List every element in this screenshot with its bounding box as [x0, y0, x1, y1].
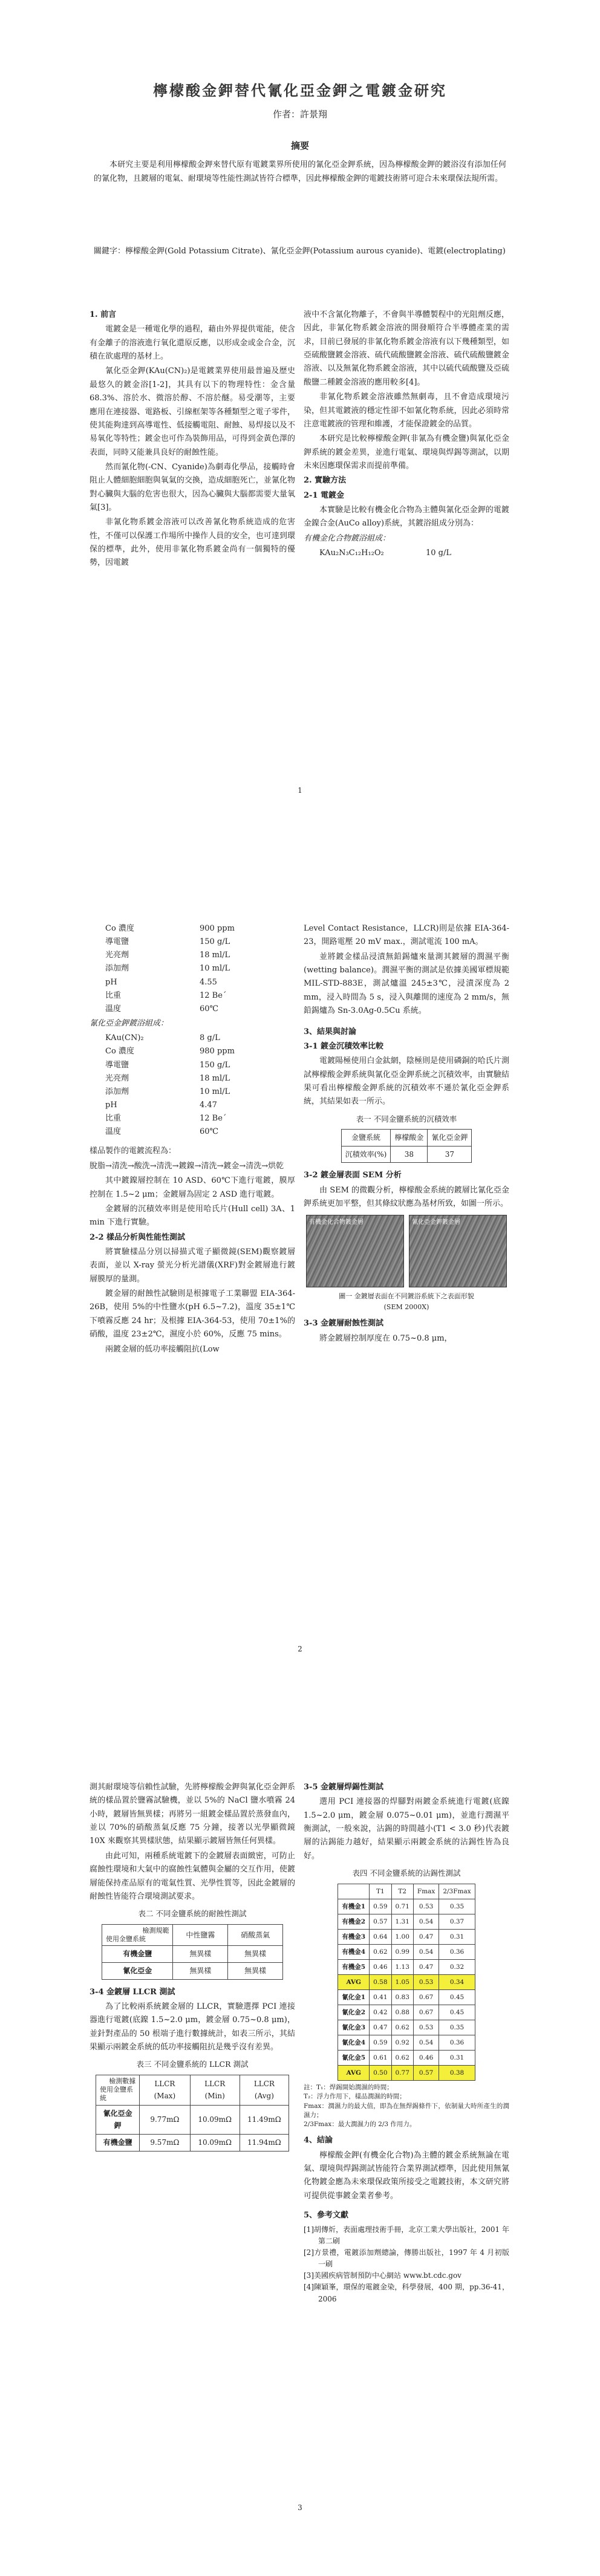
note-line: 註：T₁：焊錫開始潤濕的時間； [304, 2084, 393, 2092]
paragraph: 本研究是比較檸檬酸金鉀(非氰為有機金鹽)與氰化亞金鉀系統的鍍金差異，並進行電氣、環境與焊錫等測試，以期未來因應環保需求而提前準備。 [304, 434, 509, 470]
page3-right-column [304, 1781, 509, 2305]
table-row [338, 1959, 475, 1974]
paragraph: 非氰化物系鍍金溶液可以改善氰化物系統造成的危害性，不僅可以保護工作場所中操作人員的安全，也可達到環保的標準，此外，使用非氰化物系鍍金尚有一個獨特的優勢，因電鍍 [90, 518, 295, 568]
bath-row [90, 935, 238, 949]
table-cell: 11.49mΩ [240, 2105, 289, 2134]
bath-row [90, 949, 238, 962]
page1-left-column [90, 308, 295, 571]
table-cell: 10.09mΩ [190, 2105, 240, 2134]
table-header: 硝酸蒸氣 [228, 1924, 283, 1946]
table-cell: 0.35 [439, 1899, 475, 1914]
paragraph: 檸檬酸金鉀(有機金化合物)為主體的鍍金系統無論在電氣、環境與焊錫測試皆能符合業界測試標準，因此使用無氰化物鍍金應為未來環保政策所接受之電鍍技術，本文研究將可提供從事鍍金業者參考。 [304, 2150, 509, 2200]
table-row-label: 氰化金5 [338, 2051, 370, 2066]
bath-item-name: KAu(CN)₂ [105, 1033, 144, 1043]
table-cell: 37 [428, 1146, 472, 1163]
paragraph: 測其耐環境等信賴性試驗，先將檸檬酸金鉀與氰化亞金鉀系統的樣品置於鹽霧試驗機，並以 5%的 NaCl 鹽水噴霧 24 小時，鍍層皆無異樣；再將另一組鍍金樣品置於蒸發血內，並以 70%的硝酸蒸氣反應 75 分鐘，接著以光學顯微鏡 10X 來觀察其異樣狀態，結果顯示鍍層皆無任何異樣。 [90, 1783, 295, 1846]
table-notes [304, 2083, 509, 2129]
table-cell: 無異樣 [173, 1946, 228, 1963]
table-row-label: 有機金鹽 [96, 2135, 140, 2152]
table-cell: 0.62 [391, 2020, 413, 2035]
reference-item: [4]陳穎峯，環保的電鍍金染，科學發展，400 期，pp.36-41，2006 [304, 2283, 509, 2303]
bath-row [90, 989, 238, 1003]
table-header: T1 [370, 1884, 391, 1899]
bath-item-name: 添加劑 [105, 1087, 129, 1096]
bath-item-name: 溫度 [105, 1004, 122, 1013]
sem-figure [304, 1215, 509, 1287]
bath-title: 氰化亞金鉀鍍浴組成： [90, 1018, 169, 1028]
sem-label: 氰化亞金鉀鍍金層 [412, 1218, 460, 1226]
subsection-heading: 2-1 電鍍金 [304, 490, 345, 500]
deposition-efficiency-table [341, 1129, 472, 1163]
paragraph: 然而氰化物(-CN、Cyanide)為劇毒化學品，接觸時會阻止人體細胞細胞與氧氣的交換，造成細胞死亡，並氰化物對心臟與大腦的危害也很大，因為心臟與大腦都需要大量氧氣[3]。 [90, 462, 295, 513]
table-row [338, 2051, 475, 2066]
table-cell: 0.46 [370, 1959, 391, 1974]
table-cell: 1.31 [391, 1914, 413, 1929]
flow-label: 樣品製作的電鍍流程為： [90, 1147, 177, 1156]
table-cell: 0.36 [439, 2035, 475, 2051]
table-cell: 0.35 [439, 2020, 475, 2035]
bath-item-name: pH [105, 977, 117, 987]
table-row [338, 2020, 475, 2035]
note-line: 2/3Fmax：最大潤濕力的 2/3 作用力。 [304, 2121, 416, 2129]
table-row-label: 有機金2 [338, 1914, 370, 1929]
paragraph: 金鍍層的沉積效率則是使用哈氏片(Hull cell) 3A、1 min 下進行實驗。 [90, 1204, 295, 1228]
bath-item-name: 添加劑 [105, 964, 129, 974]
bath-row [90, 1003, 238, 1016]
reference-item: [2]方景禮，電鍍添加劑總論，傳勝出版社，1997 年 4 月初版一刷 [304, 2248, 509, 2269]
bath-item-name: 導電鹽 [105, 1060, 129, 1070]
table-row [338, 1974, 475, 1989]
page-number: 3 [298, 2503, 302, 2512]
reference-list [304, 2224, 509, 2305]
paragraph: 電鍍金是一種電化學的過程，藉由外界提供電能，使含有金離子的溶液進行氧化還原反應，以形成金或金合金，沉積在欲處理的基材上。 [90, 325, 295, 362]
bath-item-name: 比重 [105, 990, 122, 1000]
reference-item: [1]胡傳炘，表面處理技術手冊，北京工業大學出版社，2001 年第二刷 [304, 2225, 509, 2245]
table-row [338, 1989, 475, 2005]
paragraph: 將實驗樣品分別以掃描式電子顯微鏡(SEM)觀察鍍層表面，並以 X-ray 螢光分析光譜儀(XRF)對金鍍層進行鍍層膜厚的量測。 [90, 1247, 295, 1284]
subsection-heading: 3-4 金鍍層 LLCR 測試 [90, 1987, 175, 1997]
bath-item-value: 150 g/L [200, 937, 230, 947]
figure-caption-sub: (SEM 2000X) [383, 1303, 429, 1312]
table-cell: 0.41 [370, 1989, 391, 2005]
table-header: 氰化亞金鉀 [428, 1130, 472, 1147]
table-cell: 0.59 [370, 2035, 391, 2051]
table-cell: 0.67 [413, 2005, 439, 2020]
table-cell: 0.58 [370, 1974, 391, 1989]
paragraph: 其中鍍鎳層控制在 10 ASD、60℃下進行電鍍，膜厚控制在 1.5~2 μm；金鍍層為固定 2 ASD 進行電鍍。 [90, 1176, 295, 1199]
table-cell: 0.31 [439, 1929, 475, 1944]
bath-row [90, 1032, 238, 1045]
table-cell: 0.38 [439, 2066, 475, 2081]
paragraph: 氰化亞金鉀(KAu(CN)₂)是電鍍業界使用最普遍及歷史最悠久的鍍金浴[1-2]，其具有以下的物理特性：金含量 68.3%、溶於水、微溶於醇、不溶於醚。易受潮等，主要應用在連接器、電路板、引線框架等各種類型之電子零件，使其能夠達到高導電性、低接觸電阻、耐蝕、易焊接以及不易氧化等特性；鍍金也可作為裝飾用品，可得到金黃色澤的表面，同時又能兼具良好的耐蝕性能。 [90, 366, 295, 457]
table-cell: 無異樣 [173, 1962, 228, 1979]
bath-row [90, 1045, 238, 1058]
corner-top: 檢測數據 [109, 2077, 136, 2085]
bath-item-value: 60℃ [200, 1127, 219, 1137]
table-row-label: 有機金1 [338, 1899, 370, 1914]
table-cell: 0.47 [413, 1929, 439, 1944]
process-flow: 脫脂→清洗→酸洗→清洗→鍍鎳→清洗→鍍金→清洗→烘乾 [90, 1161, 284, 1171]
bath2-table [90, 1032, 238, 1139]
abstract-text: 本研究主要是利用檸檬酸金鉀來替代原有電鍍業界所使用的氰化亞金鉀系統，因為檸檬酸金鉀的鍍浴沒有添加任何的氰化物，且鍍層的電氣、耐環境等性能性測試皆符合標準，因此檸檬酸金鉀的電鍍技術將可迎合未來環保法規所需。 [94, 160, 506, 183]
table-cell: 0.53 [413, 1974, 439, 1989]
bath-item-value: 4.55 [200, 977, 217, 987]
page2-right-column [304, 922, 509, 1347]
table-cell: 11.94mΩ [240, 2135, 289, 2152]
table-cell: 38 [391, 1146, 428, 1163]
abstract-heading: 摘要 [290, 140, 309, 151]
bath-row [90, 1099, 238, 1112]
corner-bottom: 使用金鹽系統 [100, 2086, 133, 2103]
bath-row [90, 922, 238, 935]
subsection-heading: 2-2 樣品分析與性能性測試 [90, 1232, 186, 1242]
page-2 [0, 859, 600, 1717]
bath-item-value: 12 Be´ [200, 990, 227, 1000]
paragraph: 選用 PCI 連接器的焊腳對兩鍍金系統進行電鍍(底鎳 1.5~2.0 μm，鍍金層 0.075~0.01 μm)，並進行潤濕平衡測試，一般來說，沾錫的時間越小(T1 < 3.0 秒)代表鍍層的沾錫能力越好，結果顯示兩鍍金系統的沾錫性皆為良好。 [304, 1797, 509, 1861]
table-caption: 表二 不同金鹽系統的耐蝕性測試 [138, 1909, 247, 1919]
table-cell: 0.61 [370, 2051, 391, 2066]
table-cell: 0.34 [439, 1974, 475, 1989]
paper-author: 作者：許景翔 [272, 109, 327, 120]
subsection-heading: 3-3 金鍍層耐蝕性測試 [304, 1319, 384, 1329]
table-row-label: 有機金鹽 [102, 1946, 173, 1963]
section-heading: 5、參考文獻 [304, 2211, 349, 2220]
table-header: 中性鹽霧 [173, 1924, 228, 1946]
bath-item-name: Co 濃度 [105, 924, 134, 933]
table-cell: 0.36 [439, 1944, 475, 1959]
bath-item-value: 10 g/L [426, 548, 452, 558]
paragraph: 將金鍍層控制厚度在 0.75~0.8 μm， [319, 1333, 452, 1343]
bath-item-name: 光亮劑 [105, 1073, 129, 1083]
paragraph: Level Contact Resistance，LLCR)則是依據 EIA-364-23，開路電壓 20 mV max.，測試電流 100 mA。 [304, 924, 509, 947]
bath-row [90, 1059, 238, 1072]
table-cell: 0.53 [413, 2020, 439, 2035]
table-cell: 10.09mΩ [190, 2135, 240, 2152]
table-header: 2/3Fmax [439, 1884, 475, 1899]
table-cell: 0.71 [391, 1899, 413, 1914]
bath-item-value: 900 ppm [200, 924, 235, 933]
table-cell: 0.64 [370, 1929, 391, 1944]
bath-item-name: 溫度 [105, 1127, 122, 1137]
bath-item-name: 導電鹽 [105, 937, 129, 947]
bath-item-name: KAu₂N₃C₁₂H₁₂O₂ [319, 548, 384, 558]
table-header [338, 1884, 370, 1899]
bath-row [90, 962, 238, 975]
bath-row [90, 1085, 238, 1099]
table-row [338, 2066, 475, 2081]
table-cell: 0.32 [439, 1959, 475, 1974]
solderability-table [338, 1884, 475, 2081]
bath-item-name: 比重 [105, 1114, 122, 1124]
table-cell: 0.57 [413, 2066, 439, 2081]
bath-item-value: 60℃ [200, 1004, 219, 1013]
bath-item-name: Co 濃度 [105, 1047, 134, 1056]
page-3 [0, 1717, 600, 2576]
table-cell: 0.77 [391, 2066, 413, 2081]
bath-item-value: 10 ml/L [200, 964, 230, 974]
subsection-heading: 3-5 金鍍層焊錫性測試 [304, 1783, 384, 1792]
table-row-label: 沉積效率(%) [341, 1146, 391, 1163]
section-heading: 1. 前言 [90, 310, 117, 319]
table-cell: 1.05 [391, 1974, 413, 1989]
bath-item-name: 光亮劑 [105, 951, 129, 960]
bath-item-name: pH [105, 1101, 117, 1110]
table-cell: 1.13 [391, 1959, 413, 1974]
table-cell: 0.92 [391, 2035, 413, 2051]
table-row [96, 2135, 289, 2152]
bath-row [90, 976, 238, 989]
table-cell: 1.00 [391, 1929, 413, 1944]
table-cell: 0.46 [413, 2051, 439, 2066]
keywords: 關鍵字：檸檬酸金鉀(Gold Potassium Citrate)、氰化亞金鉀(Potassium aurous cyanide)、電鍍(electroplating) [94, 247, 506, 256]
page1-right-column [304, 308, 509, 560]
table-row [338, 1899, 475, 1914]
table-row-label: AVG [338, 2066, 370, 2081]
table-row-label: 有機金3 [338, 1929, 370, 1944]
table-row [96, 2105, 289, 2134]
table-cell: 無異樣 [228, 1946, 283, 1963]
sem-label: 有機金化合物鍍金層 [309, 1218, 364, 1226]
table-corner [96, 2075, 140, 2105]
reference-item: [3]美國疾病管制預防中心網站 www.bt.cdc.gov [304, 2271, 461, 2280]
table-row-label: 氰化亞金鉀 [96, 2105, 140, 2134]
table-cell: 0.67 [413, 1989, 439, 2005]
table-header: LLCR (Max) [140, 2075, 190, 2105]
table-cell: 0.45 [439, 2005, 475, 2020]
table-header: 檸檬酸金 [391, 1130, 428, 1147]
bath-item-value: 8 g/L [200, 1033, 220, 1043]
corner-bottom: 使用金鹽系統 [106, 1935, 146, 1943]
table-header: T2 [391, 1884, 413, 1899]
table-caption: 表四 不同金鹽系統的沾錫性測試 [352, 1869, 461, 1878]
table-cell: 0.54 [413, 2035, 439, 2051]
table-cell: 0.83 [391, 1989, 413, 2005]
bath-row [90, 1112, 238, 1125]
paragraph: 鍍金層的耐蝕性試驗則是根據電子工業聯盟 EIA-364-26B，使用 5%的中性鹽水(pH 6.5~7.2)，溫度 35±1℃下噴霧反應 24 hr；及根據 EIA-364-53，使用 70±1%的硝酸，溫度 23±2℃，濕度小於 60%，反應 75 mins。 [90, 1289, 295, 1339]
bath-item-value: 12 Be´ [200, 1114, 227, 1124]
llcr-table [96, 2075, 289, 2152]
page2-left-column [90, 922, 295, 1358]
table-cell: 0.62 [370, 1944, 391, 1959]
bath-item-value: 980 ppm [200, 1047, 235, 1056]
table-row-label: 氰化亞金 [102, 1962, 173, 1979]
table-cell: 9.77mΩ [140, 2105, 190, 2134]
table-cell: 0.45 [439, 1989, 475, 2005]
table-row-label: 有機金4 [338, 1944, 370, 1959]
note-line: Fmax：潤濕力的最大值，即為在無焊錫條件下，依制量大時所產生的潤濕力； [304, 2102, 509, 2119]
sem-image-organic-gold [306, 1215, 404, 1287]
table-cell: 0.57 [370, 1914, 391, 1929]
section-heading: 4、結論 [304, 2136, 333, 2145]
table-row-label: 有機金5 [338, 1959, 370, 1974]
table-row [338, 1929, 475, 1944]
table-cell: 0.47 [370, 2020, 391, 2035]
table-row [102, 1962, 283, 1979]
bath1-table [90, 922, 238, 1016]
figure-caption: 圖一 金鍍層表面在不同鍍浴系統下之表面形貌 [339, 1292, 474, 1300]
table-header: 金鹽系統 [341, 1130, 391, 1147]
table-row-label: 氰化金3 [338, 2020, 370, 2035]
bath-item-value: 150 g/L [200, 1060, 230, 1070]
table-header: LLCR (Min) [190, 2075, 240, 2105]
bath-title: 有機金化合物鍍浴組成： [304, 533, 391, 543]
section-heading: 2. 實驗方法 [304, 476, 347, 486]
table-row-label: 氰化金4 [338, 2035, 370, 2051]
table-cell: 無異樣 [228, 1962, 283, 1979]
paragraph: 非氰化物系鍍金溶液雖然無劇毒，且不會造成環境污染，但其電鍍液的穩定性卻不如氰化物系統，因此必須時常注意電鍍液的管理和維護，才能保證鍍金的品質。 [304, 392, 509, 429]
table-row-label: AVG [338, 1974, 370, 1989]
paragraph: 並將鍍金樣品浸漬無鉛錫爐來量測其鍍層的潤濕平衡(wetting balance)。潤濕平衡的測試是依據美國軍標規範 MIL-STD-883E，測試爐溫 245±3℃，浸漬深度為 2 mm，浸入時間為 5 s，浸入與離開的速度為 2 mm/s，無鉛錫爐為 Sn-3.0Ag-0.5Cu 系統。 [304, 952, 509, 1016]
subsection-heading: 3-1 鍍金沉積效率比較 [304, 1041, 384, 1051]
paragraph: 由 SEM 的微觀分析，檸檬酸金系統的鍍層比氰化亞金鉀系統更加平整，但其條紋狀應為基材所致，如圖一所示。 [304, 1185, 509, 1209]
table-row [102, 1946, 283, 1963]
page-1 [0, 0, 600, 859]
table-cell: 0.62 [391, 2051, 413, 2066]
table-corner [102, 1924, 173, 1946]
table-cell: 0.54 [413, 1944, 439, 1959]
corrosion-test-table [102, 1924, 283, 1980]
table-cell: 0.53 [413, 1899, 439, 1914]
table-cell: 0.31 [439, 2051, 475, 2066]
bath-item-value: 18 ml/L [200, 951, 230, 960]
bath-item-value: 18 ml/L [200, 1073, 230, 1083]
paragraph: 兩鍍金層的低功率接觸阻抗(Low [105, 1344, 220, 1354]
table-header: Fmax [413, 1884, 439, 1899]
note-line: T₂：浮力作用下，樣品潤濕的時間； [304, 2093, 406, 2101]
paper-title: 檸檬酸金鉀替代氰化亞金鉀之電鍍金研究 [153, 82, 447, 99]
section-heading: 3、結果與討論 [304, 1027, 357, 1036]
subsection-heading: 3-2 鍍金層表面 SEM 分析 [304, 1171, 402, 1180]
page3-left-column [90, 1781, 295, 2154]
table-cell: 0.50 [370, 2066, 391, 2081]
table-cell: 0.54 [413, 1914, 439, 1929]
page-number: 2 [298, 1645, 302, 1653]
table-caption: 表三 不同金鹽系統的 LLCR 測試 [136, 2060, 249, 2069]
bath-item-value: 10 ml/L [200, 1087, 230, 1096]
page-number: 1 [298, 786, 302, 795]
paragraph: 本實驗是比較有機金化合物為主體與氰化亞金鉀的電鍍金鎳合金(AuCo alloy)系統，其鍍浴組成分別為： [304, 506, 509, 529]
table-row [338, 2035, 475, 2051]
corner-top: 檢測規範 [142, 1926, 169, 1934]
table-row-label: 氰化金1 [338, 1989, 370, 2005]
bath-row [90, 1072, 238, 1085]
table-cell: 9.57mΩ [140, 2135, 190, 2152]
table-row [338, 2005, 475, 2020]
table-row-label: 氰化金2 [338, 2005, 370, 2020]
bath-row [90, 1125, 238, 1139]
bath-table [319, 547, 455, 560]
table-row [338, 1914, 475, 1929]
table-cell: 0.42 [370, 2005, 391, 2020]
table-cell: 0.99 [391, 1944, 413, 1959]
table-cell: 0.37 [439, 1914, 475, 1929]
paragraph: 由此可知，兩種系統電鍍下的金鍍層表面緻密，可防止腐蝕性環境和大氣中的腐蝕性氣體與金屬的交互作用，使鍍層能保持產品原有的電氣性質、光學性質等，因此金鍍層的耐蝕性皆能符合環境測試要求。 [90, 1851, 295, 1901]
paragraph: 為了比較兩系統鍍金層的 LLCR，實驗選擇 PCI 連接器進行電鍍(底鎳 1.5~2.0 μm，鍍金層 0.75~0.8 μm)，並針對產品的 50 根端子進行數據統計，如表三所示，其結果顯示兩鍍金系統的低功率接觸阻抗是幾乎沒有差異。 [90, 2002, 295, 2052]
table-row [338, 1944, 475, 1959]
bath-item-value: 4.47 [200, 1101, 217, 1110]
paragraph: 液中不含氰化物離子，不會與半導體製程中的光阻劑反應，因此，非氰化物系鍍金溶液的開發順符合半導體產業的需求，目前已發展的非氰化物系鍍金溶液有以下幾種類型，如亞硫酸鹽鍍金溶液、硫代硫酸鹽鍍金溶液、硫代硫酸鹽鍍金溶液、以及無氰化物系鍍金溶液，其中以硫代硫酸鹽及亞硫酸鹽二種鍍金溶液的應用較多[4]。 [304, 310, 509, 387]
sem-image-cyanide-gold [409, 1215, 507, 1287]
paragraph: 電鍍陽極使用白金鈦網，陰極則是使用磷銅的哈氏片測試檸檬酸金鉀系統與氰化亞金鉀系統之沉積效率，由實驗結果可看出檸檬酸金鉀系統的沉積效率不遜於氰化亞金鉀系統，其結果如表一所示。 [304, 1056, 509, 1107]
table-cell: 0.59 [370, 1899, 391, 1914]
table-cell: 0.47 [413, 1959, 439, 1974]
table-header: LLCR (Avg) [240, 2075, 289, 2105]
table-caption: 表一 不同金鹽系統的沉積效率 [356, 1114, 457, 1124]
table-cell: 0.88 [391, 2005, 413, 2020]
